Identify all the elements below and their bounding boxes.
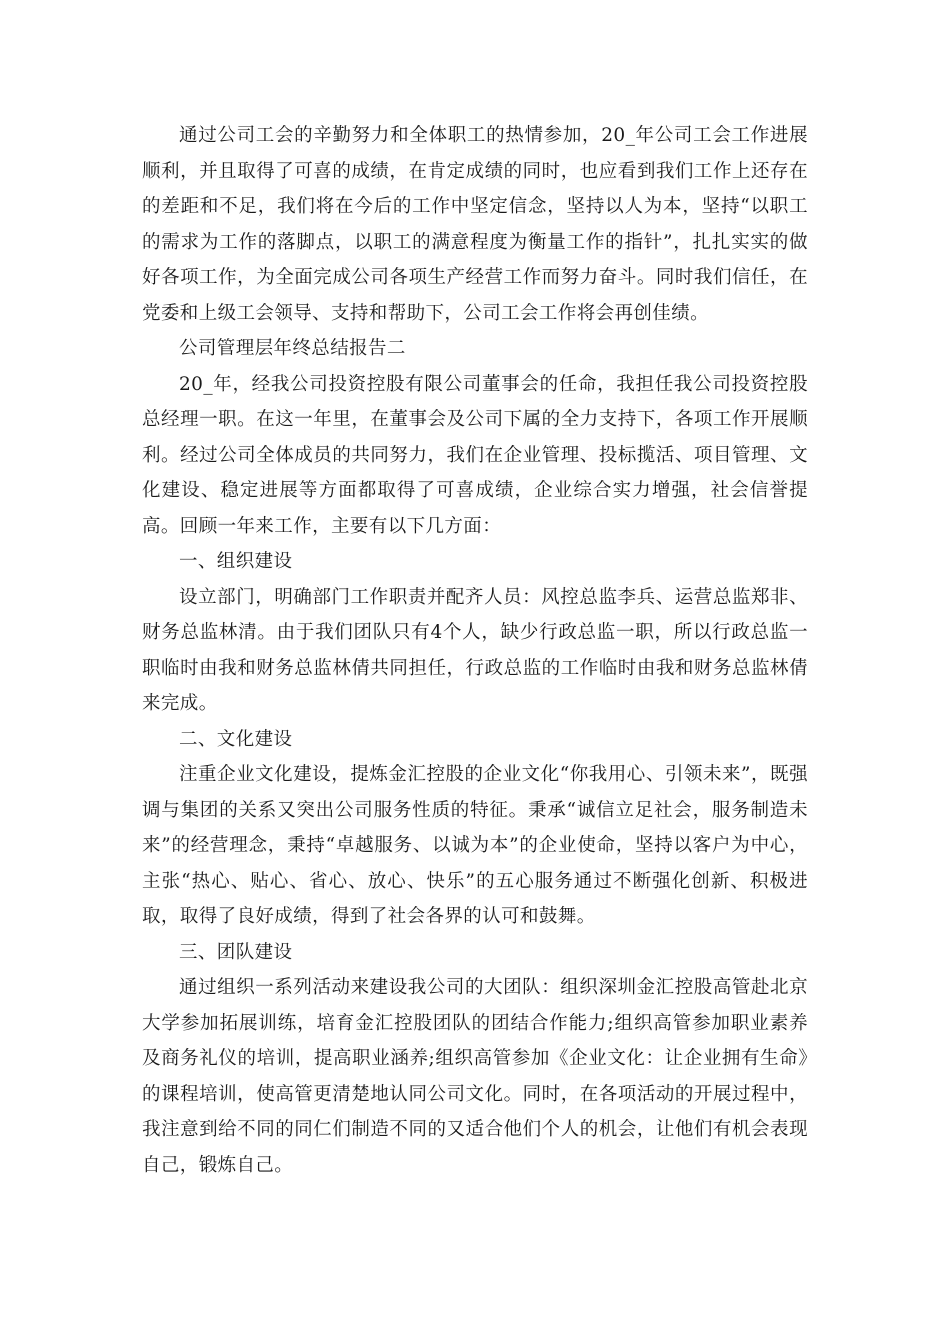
paragraph-intro: 20_年，经我公司投资控股有限公司董事会的任命，我担任我公司投资控股总经理一职。在这一年里，在董事会及公司下属的全力支持下，各项工作开展顺利。经过公司全体成员的共同努力，我们在企业管理、投标揽活、项目管理、文化建设、稳定进展等方面都取得了可喜成绩，企业综合实力增强，社会信誉提高。回顾一年来工作，主要有以下几方面： xyxy=(142,373,808,537)
paragraph-team: 通过组织一系列活动来建设我公司的大团队：组织深圳金汇控股高管赴北京大学参加拓展训练，培育金汇控股团队的团结合作能力;组织高管参加职业素养及商务礼仪的培训，提高职业涵养;组织高管参加《企业文化：让企业拥有生命》的课程培训，使高管更清楚地认同公司文化。同时，在各项活动的开展过程中，我注意到给不同的同仁们制造不同的又适合他们个人的机会，让他们有机会表现自己，锻炼自己。 xyxy=(142,977,808,1176)
document-body xyxy=(142,118,808,1183)
section-heading-team: 三、团队建设 xyxy=(179,941,293,963)
report-title: 公司管理层年终总结报告二 xyxy=(179,338,406,359)
paragraph-organization: 设立部门，明确部门工作职责并配齐人员：风控总监李兵、运营总监郑非、财务总监林清。由于我们团队只有4个人，缺少行政总监一职，所以行政总监一职临时由我和财务总监林倩共同担任，行政总监的工作临时由我和财务总监林倩来完成。 xyxy=(142,586,808,714)
section-heading-culture: 二、文化建设 xyxy=(179,728,293,750)
section-heading-organization: 一、组织建设 xyxy=(179,551,293,572)
paragraph-union-summary: 通过公司工会的辛勤努力和全体职工的热情参加，20_年公司工会工作进展顺利，并且取得了可喜的成绩，在肯定成绩的同时，也应看到我们工作上还存在的差距和不足，我们将在今后的工作中坚定信念，坚持以人为本，坚持“以职工的需求为工作的落脚点，以职工的满意程度为衡量工作的指针”，扎扎实实的做好各项工作，为全面完成公司各项生产经营工作而努力奋斗。同时我们信任，在党委和上级工会领导、支持和帮助下，公司工会工作将会再创佳绩。 xyxy=(142,125,808,324)
paragraph-culture: 注重企业文化建设，提炼金汇控股的企业文化“你我用心、引领未来”，既强调与集团的关系又突出公司服务性质的特征。秉承“诚信立足社会，服务制造未来”的经营理念，秉持“卓越服务、以诚为本”的企业使命，坚持以客户为中心，主张“热心、贴心、省心、放心、快乐”的五心服务通过不断强化创新、积极进取，取得了良好成绩，得到了社会各界的认可和鼓舞。 xyxy=(142,764,808,927)
